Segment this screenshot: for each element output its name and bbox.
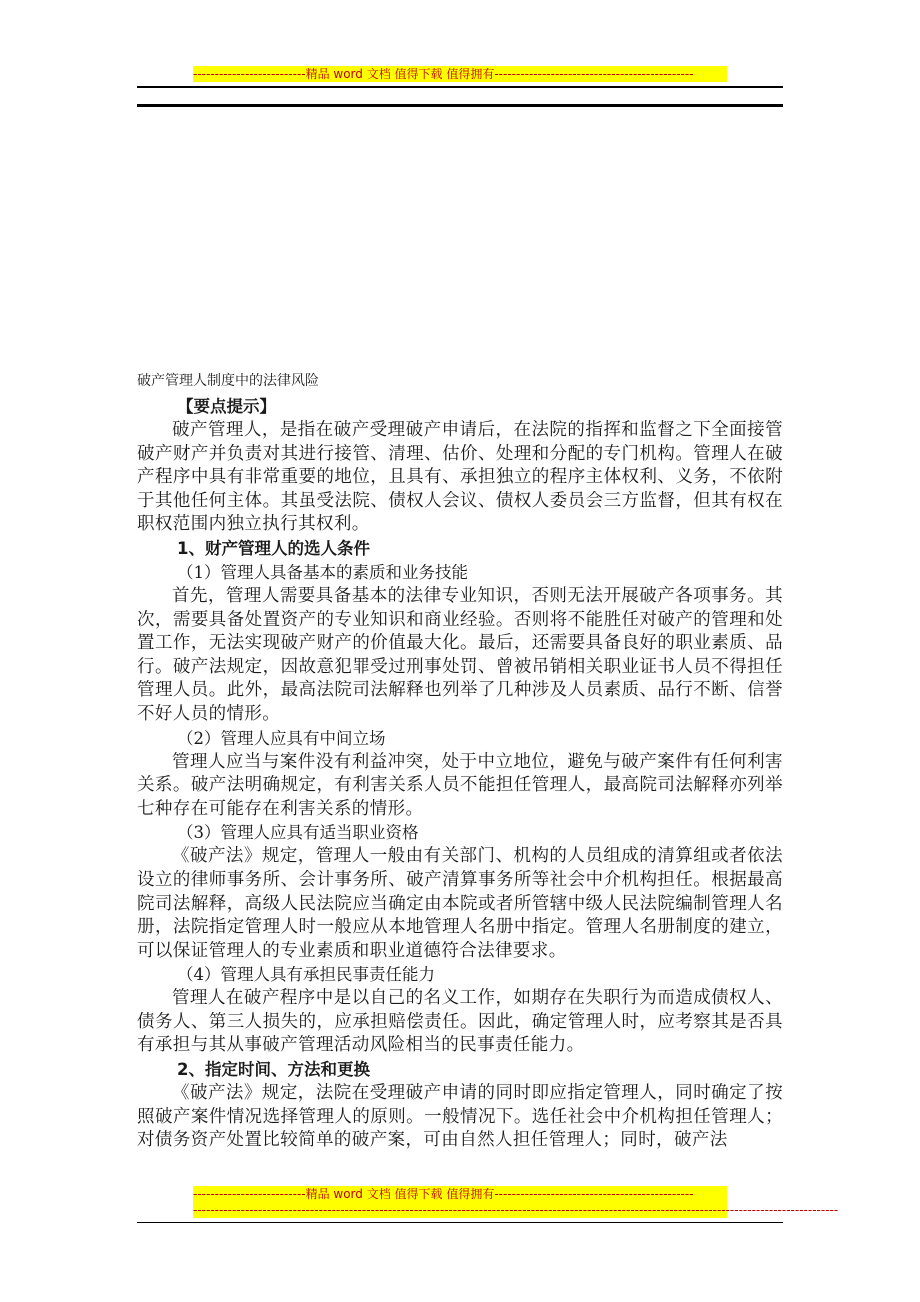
item-4-label: （4）管理人具有承担民事责任能力: [177, 965, 435, 985]
item-1-paragraph: 首先，管理人需要具备基本的法律专业知识，否则无法开展破产各项事务。其次，需要具备处置资产的专业知识和商业经验。否则将不能胜任对破产的管理和处置工作，无法实现破产财产的价值最大化。最后，还需要具备良好的职业素质、品行。破产法规定，因故意犯罪受过刑事处罚、曾被吊销相关职业证书人员不得担任管理人员。此外，最高法院司法解释也列举了几种涉及人员素质、品行不断、信誉不好人员的情形。: [137, 585, 783, 724]
section-2-heading: 2、指定时间、方法和更换: [177, 1060, 370, 1080]
footer-banner-text: --------------------------精品 word 文档 值得下载 值得拥有----------------------------------------------: [193, 1187, 694, 1201]
intro-paragraph: 破产管理人，是指在破产受理破产申请后，在法院的指挥和监督之下全面接管破产财产并负责对其进行接管、清理、估价、处理和分配的专门机构。管理人在破产程序中具有非常重要的地位，且具有、承担独立的程序主体权利、义务，不依附于其他任何主体。其虽受法院、债权人会议、债权人委员会三方监督，但其有权在职权范围内独立执行其权利。: [137, 420, 783, 535]
header-rule-thick: [137, 104, 783, 107]
item-3-label: （3）管理人应具有适当职业资格: [177, 823, 419, 843]
footer-banner: [193, 1186, 839, 1218]
document-title: 破产管理人制度中的法律风险: [137, 373, 319, 389]
item-4-paragraph: 管理人在破产程序中是以自己的名义工作，如期存在失职行为而造成债权人、债务人、第三人损失的，应承担赔偿责任。因此，确定管理人时，应考察其是否具有承担与其从事破产管理活动风险相当的民事责任能力。: [137, 988, 783, 1056]
header-banner: [193, 66, 727, 82]
item-2-paragraph: 管理人应当与案件没有利益冲突，处于中立地位，避免与破产案件有任何利害关系。破产法明确规定，有利害关系人员不能担任管理人，最高院司法解释亦列举七种存在可能存在利害关系的情形。: [137, 751, 783, 819]
section-2-paragraph: 《破产法》规定，法院在受理破产申请的同时即应指定管理人，同时确定了按照破产案件情况选择管理人的原则。一般情况下。选任社会中介机构担任管理人；对债务资产处置比较简单的破产案，可由自然人担任管理人；同时，破产法: [137, 1083, 783, 1151]
key-points-heading: 【要点提示】: [177, 397, 276, 416]
item-1-label: （1）管理人具备基本的素质和业务技能: [177, 562, 468, 582]
item-3-paragraph: 《破产法》规定，管理人一般由有关部门、机构的人员组成的清算组或者依法设立的律师事务所、会计事务所、破产清算事务所等社会中介机构担任。根据最高院司法解释，高级人民法院应当确定由本院或者所管辖中级人民法院编制管理人名册，法院指定管理人时一般应从本地管理人名册中指定。管理人名册制度的建立，可以保证管理人的专业素质和职业道德符合法律要求。: [137, 846, 783, 961]
header-rule-thin: [137, 86, 783, 88]
item-2-label: （2）管理人应具有中间立场: [177, 728, 386, 748]
header-banner-text: --------------------------精品 word 文档 值得下载 值得拥有----------------------------------------------: [193, 67, 694, 81]
section-1-heading: 1、财产管理人的选人条件: [177, 538, 370, 558]
footer-banner-dashes: -----------------------------------------------------------------------------------------------------------------------------------------------------: [193, 1203, 839, 1217]
document-body: [137, 371, 783, 1153]
footer-rule: [137, 1222, 783, 1223]
